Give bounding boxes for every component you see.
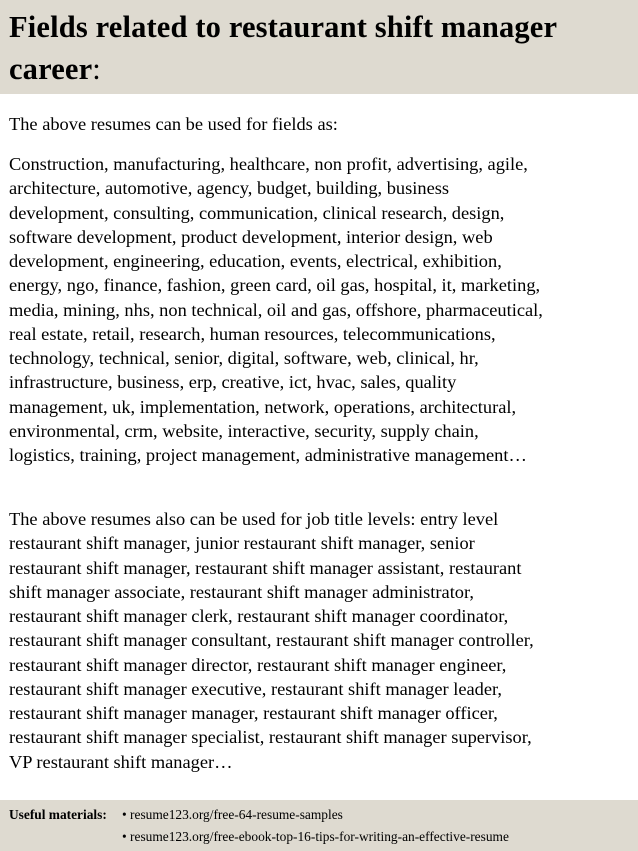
page-title-text: Fields related to restaurant shift manager career xyxy=(9,10,557,86)
job-titles-line: restaurant shift manager consultant, restaurant shift manager controller, xyxy=(9,630,534,651)
job-titles-paragraph xyxy=(9,507,534,774)
useful-materials-label-colon: : xyxy=(102,807,107,822)
fields-line: architecture, automotive, agency, budget, building, business xyxy=(9,178,450,199)
job-titles-line: VP restaurant shift manager… xyxy=(9,751,233,772)
job-titles-line: restaurant shift manager manager, restaurant shift manager officer, xyxy=(9,703,498,724)
fields-line: software development, product development, interior design, web xyxy=(9,226,493,247)
job-titles-line: restaurant shift manager, junior restaurant shift manager, senior xyxy=(9,533,475,554)
fields-line: energy, ngo, finance, fashion, green card, oil gas, hospital, it, marketing, xyxy=(9,275,541,296)
useful-materials-label xyxy=(9,806,107,823)
fields-line: development, engineering, education, events, electrical, exhibition, xyxy=(9,251,502,272)
footer-link-resume-samples[interactable]: • resume123.org/free-64-resume-samples xyxy=(122,807,343,822)
job-titles-line: shift manager associate, restaurant shift manager administrator, xyxy=(9,581,474,602)
job-titles-line: restaurant shift manager clerk, restaurant shift manager coordinator, xyxy=(9,606,509,627)
fields-line: technology, technical, senior, digital, software, web, clinical, hr, xyxy=(9,348,479,369)
page-title xyxy=(9,6,629,90)
fields-line: real estate, retail, research, human resources, telecommunications, xyxy=(9,323,496,344)
fields-line: Construction, manufacturing, healthcare, non profit, advertising, agile, xyxy=(9,154,528,174)
job-titles-line: restaurant shift manager executive, restaurant shift manager leader, xyxy=(9,678,503,699)
job-titles-line: restaurant shift manager, restaurant shift manager assistant, restaurant xyxy=(9,557,522,578)
fields-list xyxy=(9,152,543,467)
fields-line: logistics, training, project management, administrative management… xyxy=(9,445,527,466)
fields-line: management, uk, implementation, network, operations, architectural, xyxy=(9,396,517,417)
fields-intro: The above resumes can be used for fields as: xyxy=(9,114,338,134)
fields-line: environmental, crm, website, interactive, security, supply chain, xyxy=(9,420,479,441)
fields-line: development, consulting, communication, clinical research, design, xyxy=(9,202,505,223)
fields-line: media, mining, nhs, non technical, oil and gas, offshore, pharmaceutical, xyxy=(9,299,543,320)
footer-link-ebook-tips[interactable]: • resume123.org/free-ebook-top-16-tips-for-writing-an-effective-resume xyxy=(122,829,509,844)
fields-line: infrastructure, business, erp, creative, ict, hvac, sales, quality xyxy=(9,372,457,393)
page-title-colon: : xyxy=(92,52,101,86)
job-titles-line: restaurant shift manager director, restaurant shift manager engineer, xyxy=(9,654,507,675)
useful-materials-label-text: Useful materials xyxy=(9,807,103,822)
job-titles-line: restaurant shift manager specialist, restaurant shift manager supervisor, xyxy=(9,727,532,748)
job-titles-line: The above resumes also can be used for job title levels: entry level xyxy=(9,509,499,529)
